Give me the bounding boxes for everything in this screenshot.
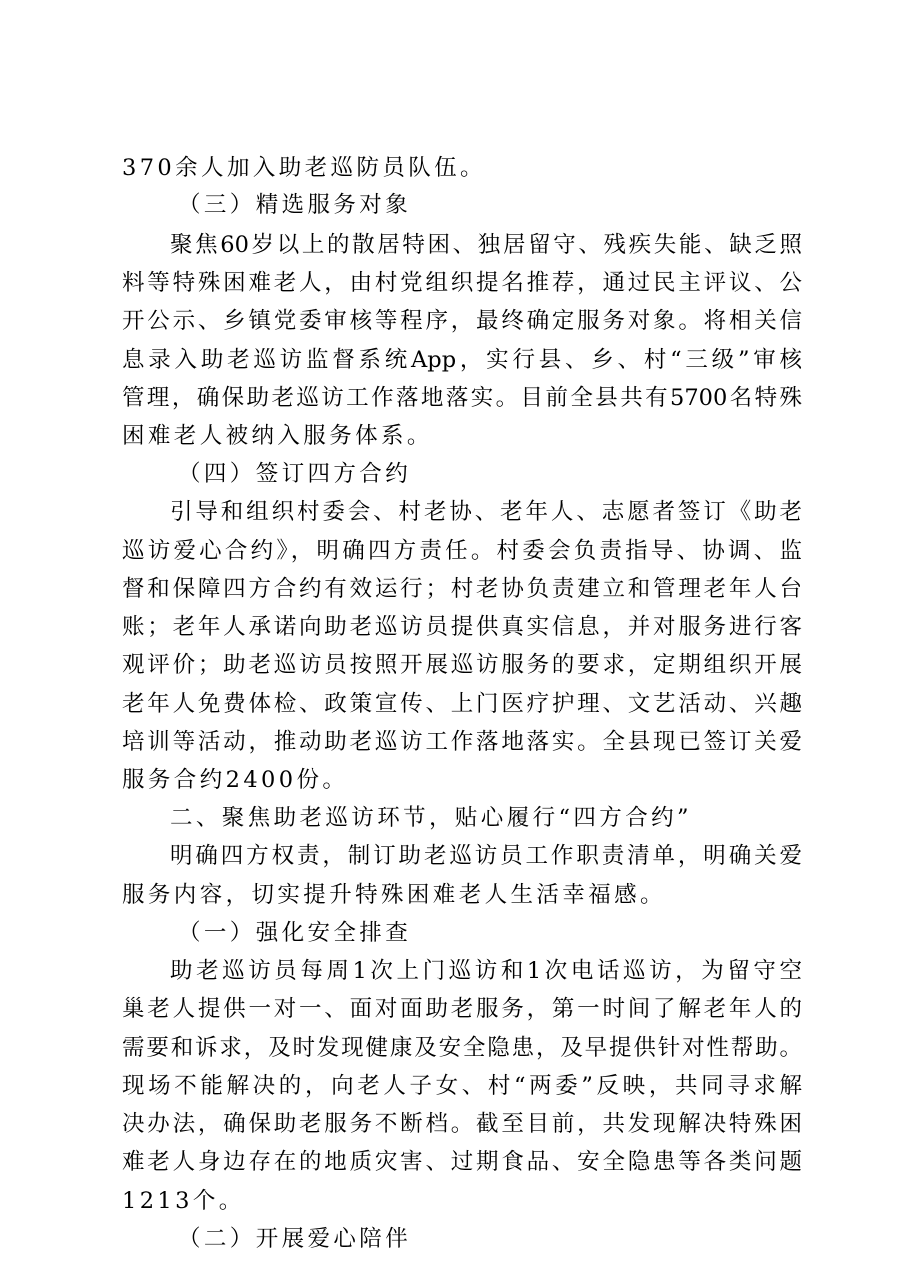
body-text-line: 息录入助老巡访监督系统App，实行县、乡、村“三级”审核 xyxy=(122,347,802,373)
paragraph-first-line: 聚焦60岁以上的散居特困、独居留守、残疾失能、缺乏照 xyxy=(170,232,802,258)
body-text-line: 培训等活动，推动助老巡访工作落地落实。全县现已签订关爱 xyxy=(122,729,802,755)
section-heading: （一）强化安全排查 xyxy=(178,920,412,946)
paragraph-first-line: 明确四方权责，制订助老巡访员工作职责清单，明确关爱 xyxy=(170,843,802,869)
body-text-line: 现场不能解决的，向老人子女、村“两委”反映，共同寻求解 xyxy=(122,1073,802,1099)
body-text-line: 决办法，确保助老服务不断档。截至目前，共发现解决特殊困 xyxy=(122,1111,802,1137)
body-text-line: 370余人加入助老巡防员队伍。 xyxy=(122,155,486,181)
body-text-line: 需要和诉求，及时发现健康及安全隐患，及早提供针对性帮助。 xyxy=(122,1035,802,1061)
paragraph-first-line: 引导和组织村委会、村老协、老年人、志愿者签订《助老 xyxy=(170,499,802,525)
body-text-line: 服务合约2400份。 xyxy=(122,767,349,793)
section-heading: （三）精选服务对象 xyxy=(178,192,412,218)
body-text-line: 账；老年人承诺向助老巡访员提供真实信息，并对服务进行客 xyxy=(122,614,802,640)
body-text-line: 巡访爱心合约》，明确四方责任。村委会负责指导、协调、监 xyxy=(122,538,802,564)
body-text-line: 料等特殊困难老人，由村党组织提名推荐，通过民主评议、公 xyxy=(122,270,802,296)
body-text-line: 管理，确保助老巡访工作落地落实。目前全县共有5700名特殊 xyxy=(122,385,802,411)
body-text-line: 服务内容，切实提升特殊困难老人生活幸福感。 xyxy=(122,882,666,908)
section-heading: （四）签订四方合约 xyxy=(178,461,412,487)
chapter-heading: 二、聚焦助老巡访环节，贴心履行“四方合约” xyxy=(170,805,692,831)
body-text-line: 观评价；助老巡访员按照开展巡访服务的要求，定期组织开展 xyxy=(122,652,802,678)
body-text-line: 难老人身边存在的地质灾害、过期食品、安全隐患等各类问题 xyxy=(122,1149,802,1175)
paragraph-first-line: 助老巡访员每周1次上门巡访和1次电话巡访，为留守空 xyxy=(170,958,802,984)
body-text-line: 督和保障四方合约有效运行；村老协负责建立和管理老年人台 xyxy=(122,576,802,602)
body-text-line: 开公示、乡镇党委审核等程序，最终确定服务对象。将相关信 xyxy=(122,308,802,334)
body-text-line: 困难老人被纳入服务体系。 xyxy=(122,423,433,449)
body-text-line: 老年人免费体检、政策宣传、上门医疗护理、文艺活动、兴趣 xyxy=(122,691,802,717)
section-heading: （二）开展爱心陪伴 xyxy=(178,1226,412,1252)
body-text-line: 1213个。 xyxy=(122,1188,245,1214)
body-text-line: 巢老人提供一对一、面对面助老服务，第一时间了解老年人的 xyxy=(122,996,802,1022)
